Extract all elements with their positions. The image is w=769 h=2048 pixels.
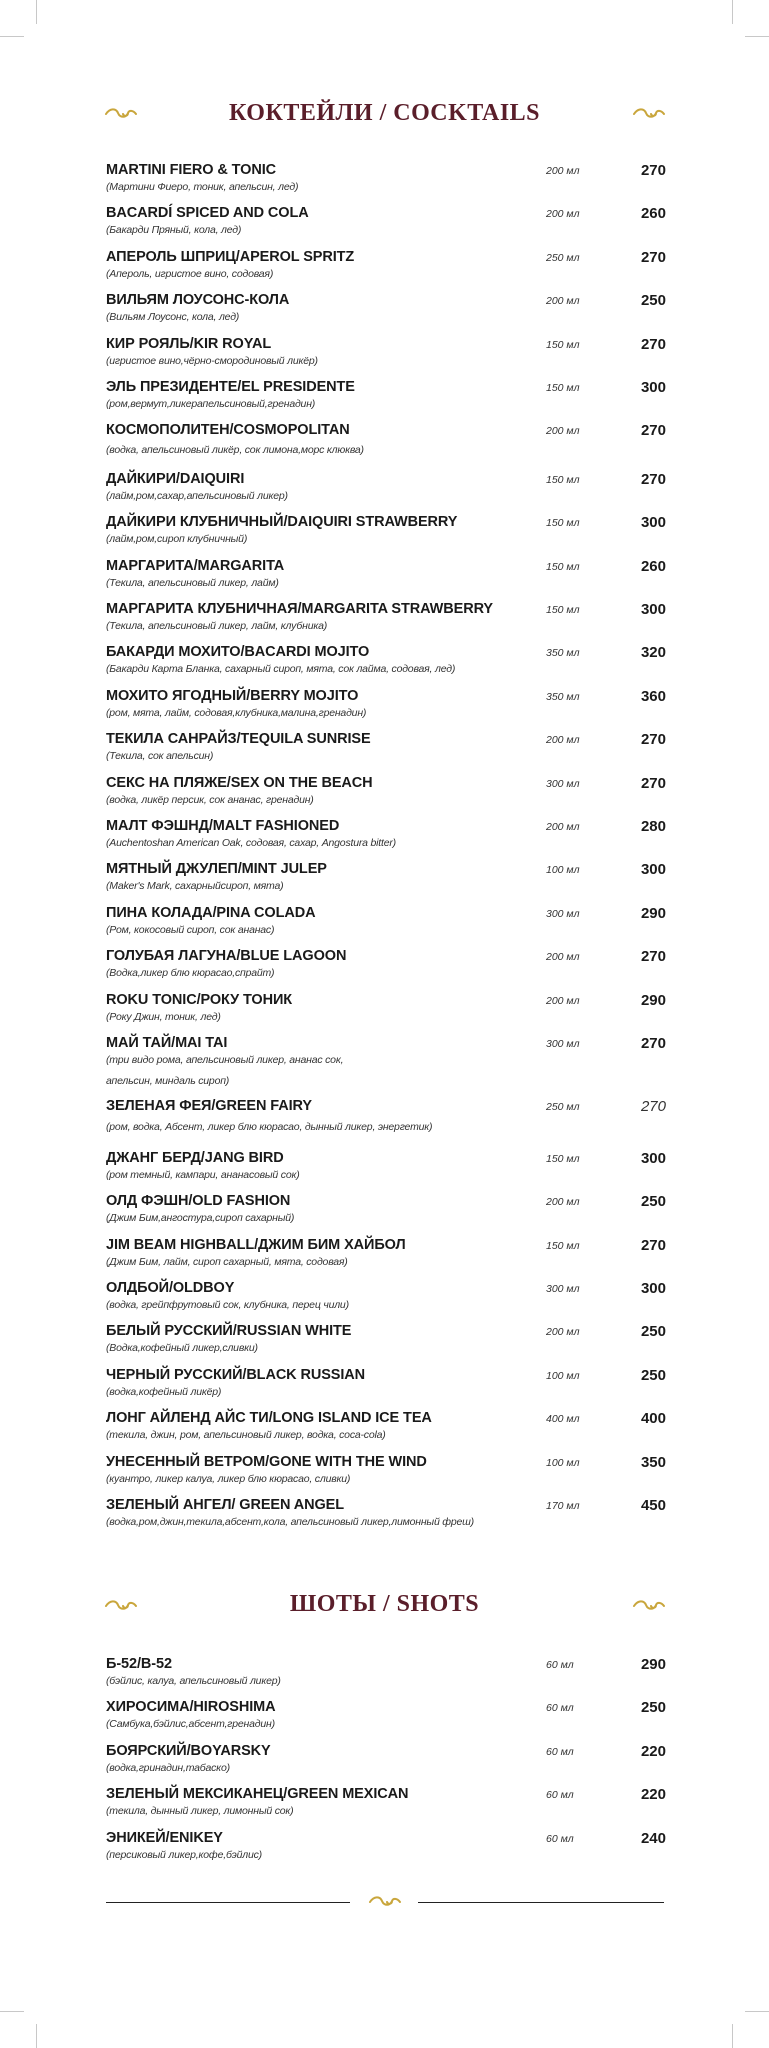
item-price: 240 <box>640 1829 666 1847</box>
item-price: 300 <box>640 379 666 396</box>
item-volume: 350 мл <box>546 647 580 660</box>
item-description: (Водка,кофейный ликер,сливки) <box>106 1342 258 1355</box>
item-name: Б-52/B-52 <box>106 1656 172 1672</box>
item-name: ДЖАНГ БЕРД/JANG BIRD <box>106 1149 284 1166</box>
item-description: апельсин, миндаль сироп) <box>106 1075 230 1087</box>
item-name: ЧЕРНЫЙ РУССКИЙ/BLACK RUSSIAN <box>106 1366 366 1383</box>
item-price: 450 <box>640 1497 666 1514</box>
item-volume: 200 мл <box>546 425 580 438</box>
item-volume: 150 мл <box>546 1239 580 1252</box>
crop-mark <box>36 2024 37 2048</box>
item-name: МАРГАРИТА КЛУБНИЧНАЯ/MARGARITA STRAWBERRY <box>106 601 493 617</box>
item-name: МЯТНЫЙ ДЖУЛЕП/MINT JULEP <box>106 861 327 878</box>
item-description: (ром,вермут,ликерапельсиновый,гренадин) <box>106 398 316 410</box>
item-volume: 100 мл <box>546 1456 580 1469</box>
item-description: (Maker's Mark, сахарныйсироп, мята) <box>106 880 284 893</box>
item-description: (персиковый ликер,кофе,бэйлис) <box>106 1848 262 1861</box>
item-description: (лайм,ром,сироп клубничный) <box>106 533 248 546</box>
item-volume: 200 мл <box>546 208 580 221</box>
item-description: (ром, водка, Абсент, ликер блю кюрасао, дынный ликер, энергетик) <box>106 1121 433 1134</box>
item-description: (Ром, кокосовый сироп, сок ананас) <box>106 923 275 936</box>
item-name: АПЕРОЛЬ ШПРИЦ/APEROL SPRITZ <box>106 248 355 265</box>
item-description: (водка,ром,джин,текила,абсент,кола, апельсиновый ликер,лимонный фреш) <box>106 1516 474 1528</box>
item-name: MARTINI FIERO & TONIC <box>106 162 277 178</box>
item-price: 270 <box>640 731 666 749</box>
item-price: 290 <box>640 904 666 922</box>
item-description: (водка,кофейный ликёр) <box>106 1385 222 1398</box>
ornament-icon <box>632 1599 666 1613</box>
item-description: (лайм,ром,сахар,апельсиновый ликер) <box>106 489 288 502</box>
item-volume: 250 мл <box>546 1101 580 1114</box>
item-price: 300 <box>640 601 666 618</box>
item-volume: 150 мл <box>546 473 580 486</box>
item-description: (текила, дынный ликер, лимонный сок) <box>106 1805 294 1818</box>
item-description: (текила, джин, ром, апельсиновый ликер, водка, coca-cola) <box>106 1429 386 1442</box>
item-name: ВИЛЬЯМ ЛОУСОНС-КОЛА <box>106 292 290 309</box>
item-volume: 60 мл <box>546 1745 574 1758</box>
item-price: 270 <box>640 422 666 440</box>
item-price: 260 <box>640 205 666 223</box>
item-price: 250 <box>640 1323 666 1341</box>
item-name: ЛОНГ АЙЛЕНД АЙС ТИ/LONG ISLAND ICE TEA <box>106 1410 432 1427</box>
item-description: (ром, мята, лайм, содовая,клубника,малина,гренадин) <box>106 706 367 719</box>
item-price: 300 <box>640 1149 666 1167</box>
item-name: ЗЕЛЕНЫЙ МЕКСИКАНЕЦ/GREEN MEXICAN <box>106 1786 409 1803</box>
item-description: (ром темный, кампари, ананасовый сок) <box>106 1168 300 1181</box>
crop-mark <box>0 2011 24 2012</box>
item-price: 270 <box>640 1098 666 1116</box>
item-price: 270 <box>640 948 666 966</box>
item-volume: 100 мл <box>546 864 580 877</box>
item-name: JIM BEAM HIGHBALL/ДЖИМ БИМ ХАЙБОЛ <box>106 1236 406 1253</box>
item-name: МАЙ ТАЙ/MAI TAI <box>106 1035 228 1051</box>
item-name: КОСМОПОЛИТЕН/COSMOPOLITAN <box>106 422 350 439</box>
item-description: (три видо рома, апельсиновый ликер, ананас сок, <box>106 1054 344 1066</box>
item-volume: 60 мл <box>546 1832 574 1845</box>
crop-mark <box>36 0 37 24</box>
item-description: (игристое вино,чёрно-смородиновый ликёр) <box>106 354 318 367</box>
item-volume: 150 мл <box>546 517 580 530</box>
item-price: 270 <box>640 1035 666 1052</box>
item-description: (Auchentoshan American Oak, содовая, сахар, Angostura bitter) <box>106 837 396 849</box>
crop-mark <box>745 2011 769 2012</box>
item-description: (водка, апельсиновый ликёр, сок лимона,морс клюква) <box>106 444 364 457</box>
item-description: (Водка,ликер блю кюрасао,спрайт) <box>106 967 275 980</box>
item-description: (водка, грейпфрутовый сок, клубника, перец чили) <box>106 1299 349 1311</box>
item-volume: 350 мл <box>546 690 580 703</box>
item-price: 250 <box>640 292 666 310</box>
item-price: 270 <box>640 162 666 179</box>
item-price: 300 <box>640 861 666 879</box>
item-description: (Джим Бим, лайм, сироп сахарный, мята, содовая) <box>106 1255 348 1268</box>
item-volume: 150 мл <box>546 382 580 394</box>
item-name: ОЛД ФЭШН/OLD FASHION <box>106 1193 291 1210</box>
item-price: 270 <box>640 248 666 266</box>
item-price: 400 <box>640 1410 666 1428</box>
item-description: (Текила, сок апельсин) <box>106 750 214 763</box>
item-description: (Текила, апельсиновый ликер, лайм) <box>106 576 279 589</box>
footer-divider-right <box>418 1902 664 1903</box>
item-name: БОЯРСКИЙ/BOYARSKY <box>106 1742 271 1759</box>
item-name: ЗЕЛЕНАЯ ФЕЯ/GREEN FAIRY <box>106 1098 312 1115</box>
item-volume: 200 мл <box>546 165 580 177</box>
item-volume: 150 мл <box>546 1152 580 1165</box>
item-name: ХИРОСИМА/HIROSHIMA <box>106 1699 276 1716</box>
item-volume: 200 мл <box>546 1326 580 1339</box>
item-price: 270 <box>640 335 666 353</box>
item-description: (Року Джин, тоник, лед) <box>106 1010 221 1023</box>
item-volume: 150 мл <box>546 338 580 351</box>
section-title-cocktails: КОКТЕЙЛИ / COCKTAILS <box>228 100 541 126</box>
item-volume: 300 мл <box>546 1038 580 1050</box>
item-description: (Джим Бим,ангостура,сироп сахарный) <box>106 1212 295 1225</box>
item-name: УНЕСЕННЫЙ ВЕТРОМ/GONE WITH THE WIND <box>106 1453 427 1470</box>
item-description: (Апероль, игристое вино, содовая) <box>106 267 274 280</box>
item-volume: 150 мл <box>546 604 580 616</box>
item-description: (Бакарди Пряный, кола, лед) <box>106 224 242 237</box>
item-description: (куантро, ликер калуа, ликер блю кюрасао, сливки) <box>106 1472 351 1485</box>
item-name: BACARDÍ SPICED AND COLA <box>106 205 309 222</box>
item-price: 260 <box>640 557 666 575</box>
item-price: 220 <box>640 1742 666 1760</box>
item-volume: 60 мл <box>546 1702 574 1715</box>
crop-mark <box>745 36 769 37</box>
item-volume: 200 мл <box>546 295 580 308</box>
item-name: БЕЛЫЙ РУССКИЙ/RUSSIAN WHITE <box>106 1323 352 1340</box>
item-volume: 300 мл <box>546 1283 580 1295</box>
section-title-shots: ШОТЫ / SHOTS <box>289 1591 480 1617</box>
item-name: ДАЙКИРИ/DAIQUIRI <box>106 470 245 487</box>
item-volume: 400 мл <box>546 1413 580 1426</box>
item-price: 300 <box>640 514 666 532</box>
item-name: ЗЕЛЕНЫЙ АНГЕЛ/ GREEN ANGEL <box>106 1497 344 1513</box>
item-volume: 60 мл <box>546 1789 574 1802</box>
footer-divider-left <box>106 1902 350 1903</box>
item-volume: 300 мл <box>546 777 580 790</box>
crop-mark <box>0 36 24 37</box>
item-volume: 200 мл <box>546 1196 580 1209</box>
ornament-icon <box>632 107 666 121</box>
item-volume: 200 мл <box>546 821 580 833</box>
item-description: (водка,гринадин,табаско) <box>106 1761 230 1774</box>
item-description: (водка, ликёр персик, сок ананас, гренадин) <box>106 793 314 806</box>
item-price: 290 <box>640 1656 666 1673</box>
item-volume: 100 мл <box>546 1369 580 1382</box>
item-volume: 250 мл <box>546 251 580 264</box>
item-name: МАРГАРИТА/MARGARITA <box>106 557 285 574</box>
item-description: (бэйлис, калуа, апельсиновый ликер) <box>106 1675 281 1687</box>
item-name: ROKU TONIC/РОКУ ТОНИК <box>106 991 293 1008</box>
item-price: 320 <box>640 644 666 662</box>
item-name: МАЛТ ФЭШНД/MALT FASHIONED <box>106 818 340 834</box>
item-price: 300 <box>640 1280 666 1297</box>
item-volume: 200 мл <box>546 734 580 747</box>
item-name: СЕКС НА ПЛЯЖЕ/SEX ON THE BEACH <box>106 774 373 791</box>
item-name: МОХИТО ЯГОДНЫЙ/BERRY MOJITO <box>106 687 359 704</box>
item-price: 250 <box>640 1193 666 1211</box>
item-name: БАКАРДИ МОХИТО/BACARDI MOJITO <box>106 644 370 661</box>
item-price: 350 <box>640 1453 666 1471</box>
item-name: ОЛДБОЙ/OLDBOY <box>106 1280 235 1296</box>
item-name: КИР РОЯЛЬ/KIR ROYAL <box>106 335 272 352</box>
item-price: 250 <box>640 1699 666 1717</box>
item-volume: 300 мл <box>546 907 580 920</box>
item-price: 270 <box>640 774 666 792</box>
item-volume: 200 мл <box>546 951 580 964</box>
item-price: 290 <box>640 991 666 1009</box>
item-volume: 170 мл <box>546 1500 580 1512</box>
item-description: (Бакарди Карта Бланка, сахарный сироп, мята, сок лайма, содовая, лед) <box>106 663 456 676</box>
item-price: 220 <box>640 1786 666 1804</box>
item-description: (Самбука,бэйлис,абсент,гренадин) <box>106 1718 275 1731</box>
item-name: ЭНИКЕЙ/ENIKEY <box>106 1829 223 1846</box>
item-description: (Вильям Лоусонс, кола, лед) <box>106 311 240 324</box>
item-volume: 60 мл <box>546 1659 574 1671</box>
item-volume: 200 мл <box>546 994 580 1007</box>
item-description: (Текила, апельсиновый ликер, лайм, клубника) <box>106 620 328 632</box>
item-name: ДАЙКИРИ КЛУБНИЧНЫЙ/DAIQUIRI STRAWBERRY <box>106 514 458 531</box>
item-name: ГОЛУБАЯ ЛАГУНА/BLUE LAGOON <box>106 948 347 965</box>
item-price: 360 <box>640 687 666 705</box>
item-price: 250 <box>640 1366 666 1384</box>
ornament-icon <box>368 1895 402 1909</box>
crop-mark <box>732 0 733 24</box>
item-description: (Мартини Фиеро, тоник, апельсин, лед) <box>106 181 299 193</box>
item-name: ЭЛЬ ПРЕЗИДЕНТЕ/EL PRESIDENTE <box>106 379 355 395</box>
item-price: 270 <box>640 470 666 488</box>
item-price: 270 <box>640 1236 666 1254</box>
item-name: ТЕКИЛА САНРАЙЗ/TEQUILA SUNRISE <box>106 731 371 748</box>
item-price: 280 <box>640 818 666 835</box>
item-name: ПИНА КОЛАДА/PINA COLADA <box>106 904 316 921</box>
item-volume: 150 мл <box>546 560 580 573</box>
crop-mark <box>732 2024 733 2048</box>
